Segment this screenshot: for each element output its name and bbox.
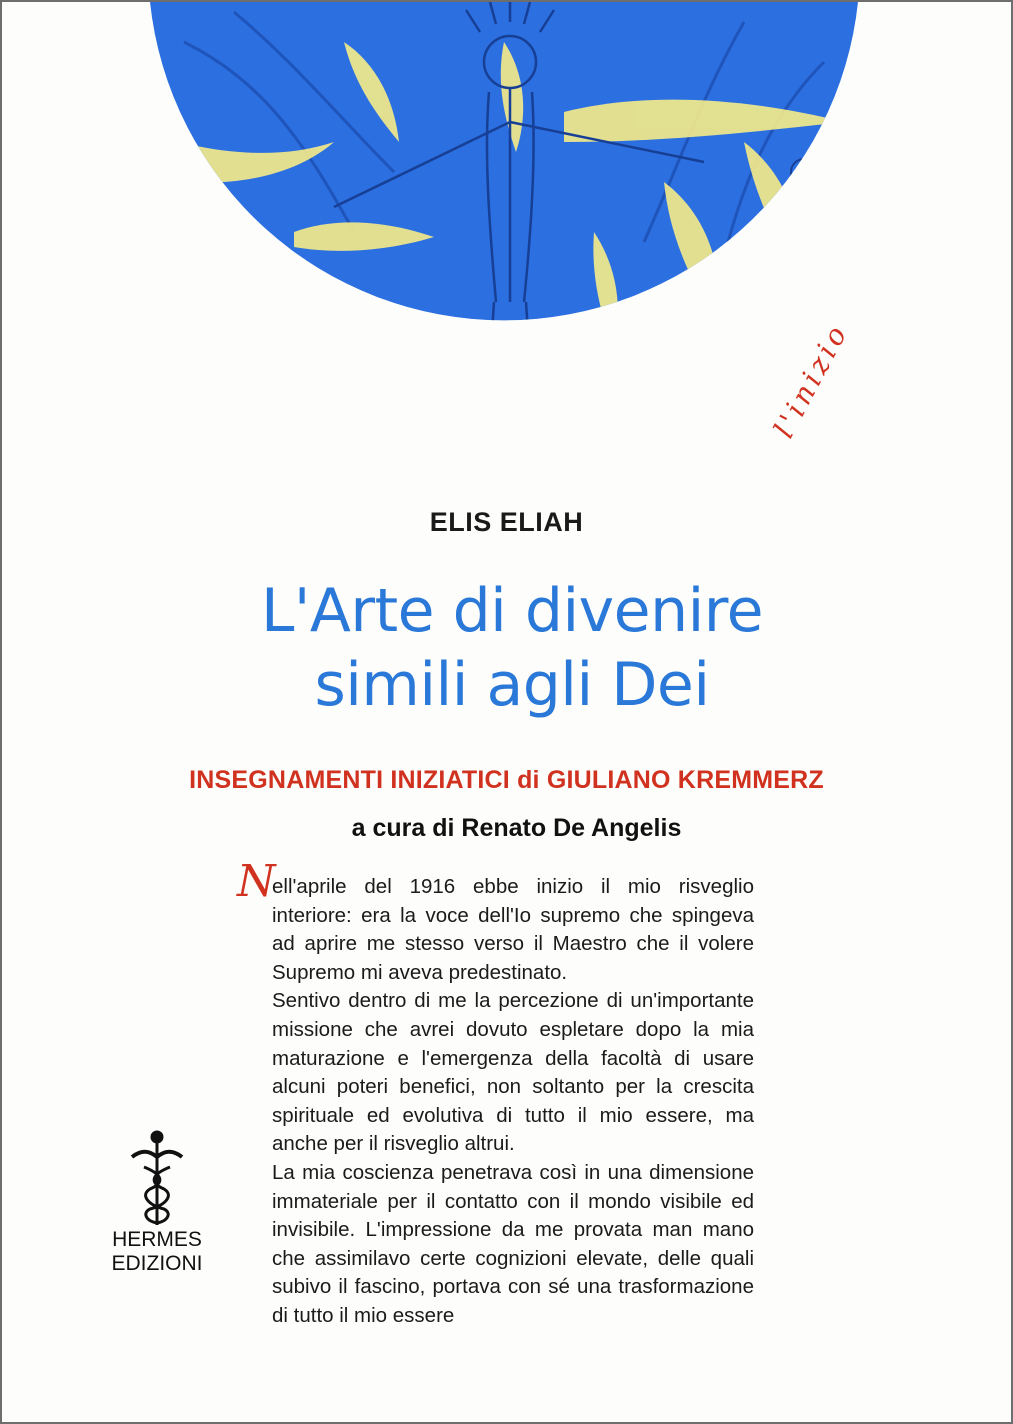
title-line-2: simili agli Dei <box>314 650 710 720</box>
author-name: ELIS ELIAH <box>429 507 584 537</box>
publisher-line-1: HERMES <box>112 1228 202 1251</box>
editor-credit: a cura di Renato De Angelis <box>351 814 682 842</box>
excerpt-text <box>272 873 754 1331</box>
excerpt-paragraph-1: ell'aprile del 1916 ebbe inizio il mio risveglio interiore: era la voce dell'Io supremo che spingeva ad aprire me stesso verso il Maestro che il volere Supremo mi aveva predestinato. <box>272 875 754 984</box>
series-label <box>767 302 882 452</box>
series-label-text: l'inizio <box>767 317 855 444</box>
excerpt-paragraph-2: Sentivo dentro di me la percezione di un'importante missione che avrei dovuto espletare dopo la mia maturazione e l'emergenza della facoltà di usare alcuni poteri benefici, non soltanto per la crescita spirituale ed evolutiva di tutto il mio essere, ma anche per il risveglio altrui. <box>272 989 754 1156</box>
cover-illustration <box>144 2 864 457</box>
excerpt-paragraph-3: La mia coscienza penetrava così in una dimensione immateriale per il contatto con il mondo visibile ed invisibile. L'impressione da me provata man mano che assimilavo certe cognizioni elevate, delle quali subivo il fascino, portava con sé una trasformazione di tutto il mio essere <box>272 1160 754 1327</box>
publisher-line-2: EDIZIONI <box>111 1252 203 1275</box>
title-line-1: L'Arte di divenire <box>260 576 764 646</box>
subtitle: INSEGNAMENTI INIZIATICI di GIULIANO KREMMERZ <box>189 766 824 794</box>
publisher-name <box>102 1228 212 1276</box>
caduceus-icon <box>102 1127 212 1227</box>
drop-cap: N <box>237 856 276 907</box>
book-title <box>132 574 892 722</box>
